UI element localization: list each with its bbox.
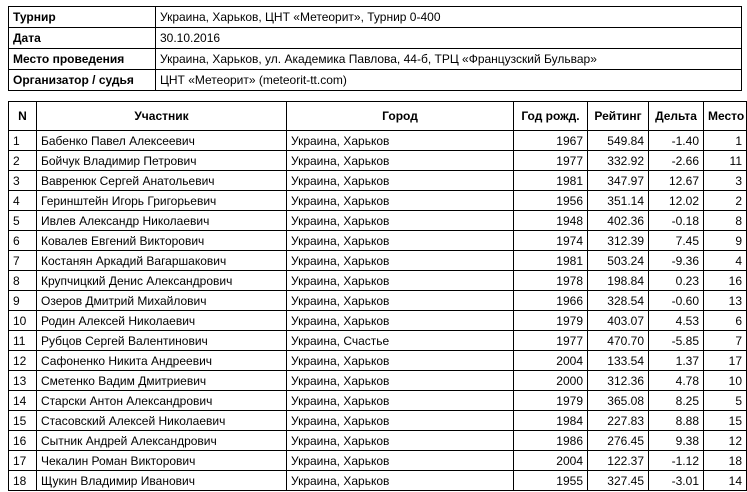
cell-rating: 365.08 (588, 391, 649, 411)
table-row (9, 291, 747, 311)
cell-city: Украина, Харьков (287, 251, 514, 271)
cell-delta: 12.02 (649, 191, 704, 211)
cell-city: Украина, Харьков (287, 211, 514, 231)
cell-rating: 328.54 (588, 291, 649, 311)
cell-delta: -1.40 (649, 131, 704, 151)
column-header-place: Место (704, 102, 747, 131)
cell-city: Украина, Харьков (287, 231, 514, 251)
column-header-n: N (9, 102, 37, 131)
cell-rating: 327.45 (588, 471, 649, 491)
cell-rating: 198.84 (588, 271, 649, 291)
cell-rating: 312.39 (588, 231, 649, 251)
cell-n: 15 (9, 411, 37, 431)
cell-n: 14 (9, 391, 37, 411)
results-table (8, 101, 747, 491)
column-header-rating: Рейтинг (588, 102, 649, 131)
cell-city: Украина, Харьков (287, 411, 514, 431)
cell-delta: 4.78 (649, 371, 704, 391)
cell-n: 4 (9, 191, 37, 211)
table-row (9, 471, 747, 491)
info-row (9, 28, 742, 49)
cell-place: 2 (704, 191, 747, 211)
table-row (9, 251, 747, 271)
info-value: 30.10.2016 (156, 28, 742, 49)
cell-year: 1977 (514, 151, 588, 171)
cell-city: Украина, Харьков (287, 431, 514, 451)
cell-place: 15 (704, 411, 747, 431)
cell-participant: Ивлев Александр Николаевич (37, 211, 287, 231)
cell-year: 1986 (514, 431, 588, 451)
info-label: Дата (9, 28, 156, 49)
table-row (9, 371, 747, 391)
cell-participant: Озеров Дмитрий Михайлович (37, 291, 287, 311)
table-row (9, 411, 747, 431)
cell-delta: 1.37 (649, 351, 704, 371)
cell-place: 5 (704, 391, 747, 411)
cell-city: Украина, Харьков (287, 311, 514, 331)
cell-place: 14 (704, 471, 747, 491)
cell-city: Украина, Харьков (287, 351, 514, 371)
cell-delta: 8.88 (649, 411, 704, 431)
cell-n: 16 (9, 431, 37, 451)
cell-n: 8 (9, 271, 37, 291)
cell-participant: Старски Антон Александрович (37, 391, 287, 411)
cell-place: 1 (704, 131, 747, 151)
cell-rating: 549.84 (588, 131, 649, 151)
cell-delta: -2.66 (649, 151, 704, 171)
info-value: Украина, Харьков, ул. Академика Павлова, 44-б, ТРЦ «Французский Бульвар» (156, 49, 742, 70)
cell-year: 1984 (514, 411, 588, 431)
cell-rating: 351.14 (588, 191, 649, 211)
cell-n: 17 (9, 451, 37, 471)
table-row (9, 231, 747, 251)
cell-participant: Чекалин Роман Викторович (37, 451, 287, 471)
cell-year: 1948 (514, 211, 588, 231)
cell-n: 7 (9, 251, 37, 271)
cell-year: 1955 (514, 471, 588, 491)
cell-participant: Ковалев Евгений Викторович (37, 231, 287, 251)
cell-delta: 9.38 (649, 431, 704, 451)
cell-rating: 276.45 (588, 431, 649, 451)
cell-n: 10 (9, 311, 37, 331)
cell-rating: 347.97 (588, 171, 649, 191)
cell-city: Украина, Харьков (287, 271, 514, 291)
column-header-city: Город (287, 102, 514, 131)
cell-city: Украина, Харьков (287, 151, 514, 171)
cell-delta: -1.12 (649, 451, 704, 471)
cell-year: 2004 (514, 351, 588, 371)
cell-city: Украина, Харьков (287, 371, 514, 391)
cell-n: 18 (9, 471, 37, 491)
table-row (9, 451, 747, 471)
info-row (9, 7, 742, 28)
column-header-year: Год рожд. (514, 102, 588, 131)
cell-n: 13 (9, 371, 37, 391)
cell-delta: -9.36 (649, 251, 704, 271)
cell-n: 3 (9, 171, 37, 191)
cell-participant: Крупчицкий Денис Александрович (37, 271, 287, 291)
cell-n: 5 (9, 211, 37, 231)
cell-city: Украина, Харьков (287, 451, 514, 471)
cell-participant: Сафоненко Никита Андреевич (37, 351, 287, 371)
table-row (9, 431, 747, 451)
cell-city: Украина, Харьков (287, 171, 514, 191)
cell-place: 10 (704, 371, 747, 391)
results-body (9, 131, 747, 491)
cell-delta: 4.53 (649, 311, 704, 331)
info-value: Украина, Харьков, ЦНТ «Метеорит», Турнир 0-400 (156, 7, 742, 28)
tournament-info-table (8, 6, 742, 91)
cell-n: 1 (9, 131, 37, 151)
cell-delta: -0.60 (649, 291, 704, 311)
table-row (9, 311, 747, 331)
cell-year: 2000 (514, 371, 588, 391)
cell-n: 9 (9, 291, 37, 311)
cell-place: 16 (704, 271, 747, 291)
cell-place: 6 (704, 311, 747, 331)
table-row (9, 151, 747, 171)
info-value: ЦНТ «Метеорит» (meteorit-tt.com) (156, 70, 742, 91)
cell-participant: Сметенко Вадим Дмитриевич (37, 371, 287, 391)
cell-delta: 7.45 (649, 231, 704, 251)
info-row (9, 70, 742, 91)
column-header-participant: Участник (37, 102, 287, 131)
table-row (9, 351, 747, 371)
cell-place: 3 (704, 171, 747, 191)
cell-place: 9 (704, 231, 747, 251)
cell-participant: Стасовский Алексей Николаевич (37, 411, 287, 431)
cell-participant: Бабенко Павел Алексеевич (37, 131, 287, 151)
cell-participant: Геринштейн Игорь Григорьевич (37, 191, 287, 211)
cell-delta: 12.67 (649, 171, 704, 191)
cell-year: 2004 (514, 451, 588, 471)
cell-delta: 0.23 (649, 271, 704, 291)
cell-city: Украина, Харьков (287, 471, 514, 491)
cell-year: 1966 (514, 291, 588, 311)
cell-year: 1974 (514, 231, 588, 251)
cell-place: 12 (704, 431, 747, 451)
cell-n: 12 (9, 351, 37, 371)
cell-year: 1979 (514, 391, 588, 411)
cell-year: 1978 (514, 271, 588, 291)
cell-rating: 403.07 (588, 311, 649, 331)
cell-city: Украина, Харьков (287, 191, 514, 211)
cell-place: 13 (704, 291, 747, 311)
info-label: Турнир (9, 7, 156, 28)
tournament-info-body (9, 7, 742, 91)
cell-rating: 332.92 (588, 151, 649, 171)
cell-rating: 402.36 (588, 211, 649, 231)
cell-participant: Щукин Владимир Иванович (37, 471, 287, 491)
cell-year: 1977 (514, 331, 588, 351)
cell-rating: 503.24 (588, 251, 649, 271)
table-row (9, 171, 747, 191)
cell-n: 6 (9, 231, 37, 251)
cell-rating: 133.54 (588, 351, 649, 371)
cell-place: 8 (704, 211, 747, 231)
cell-city: Украина, Харьков (287, 391, 514, 411)
cell-n: 2 (9, 151, 37, 171)
cell-delta: -3.01 (649, 471, 704, 491)
info-label: Организатор / судья (9, 70, 156, 91)
cell-rating: 227.83 (588, 411, 649, 431)
cell-city: Украина, Харьков (287, 291, 514, 311)
cell-participant: Вавренюк Сергей Анатольевич (37, 171, 287, 191)
cell-year: 1979 (514, 311, 588, 331)
results-header-row (9, 102, 747, 131)
cell-n: 11 (9, 331, 37, 351)
cell-year: 1981 (514, 171, 588, 191)
cell-participant: Рубцов Сергей Валентинович (37, 331, 287, 351)
table-row (9, 131, 747, 151)
cell-participant: Родин Алексей Николаевич (37, 311, 287, 331)
table-row (9, 211, 747, 231)
cell-city: Украина, Счастье (287, 331, 514, 351)
cell-delta: -5.85 (649, 331, 704, 351)
cell-place: 4 (704, 251, 747, 271)
cell-rating: 122.37 (588, 451, 649, 471)
info-label: Место проведения (9, 49, 156, 70)
cell-place: 18 (704, 451, 747, 471)
table-row (9, 271, 747, 291)
cell-year: 1967 (514, 131, 588, 151)
cell-rating: 312.36 (588, 371, 649, 391)
cell-rating: 470.70 (588, 331, 649, 351)
cell-year: 1981 (514, 251, 588, 271)
cell-participant: Бойчук Владимир Петрович (37, 151, 287, 171)
cell-delta: -0.18 (649, 211, 704, 231)
table-row (9, 191, 747, 211)
cell-participant: Сытник Андрей Александрович (37, 431, 287, 451)
table-row (9, 391, 747, 411)
cell-place: 11 (704, 151, 747, 171)
cell-place: 7 (704, 331, 747, 351)
cell-delta: 8.25 (649, 391, 704, 411)
cell-city: Украина, Харьков (287, 131, 514, 151)
table-row (9, 331, 747, 351)
cell-place: 17 (704, 351, 747, 371)
cell-participant: Костанян Аркадий Вагаршакович (37, 251, 287, 271)
cell-year: 1956 (514, 191, 588, 211)
column-header-delta: Дельта (649, 102, 704, 131)
info-row (9, 49, 742, 70)
